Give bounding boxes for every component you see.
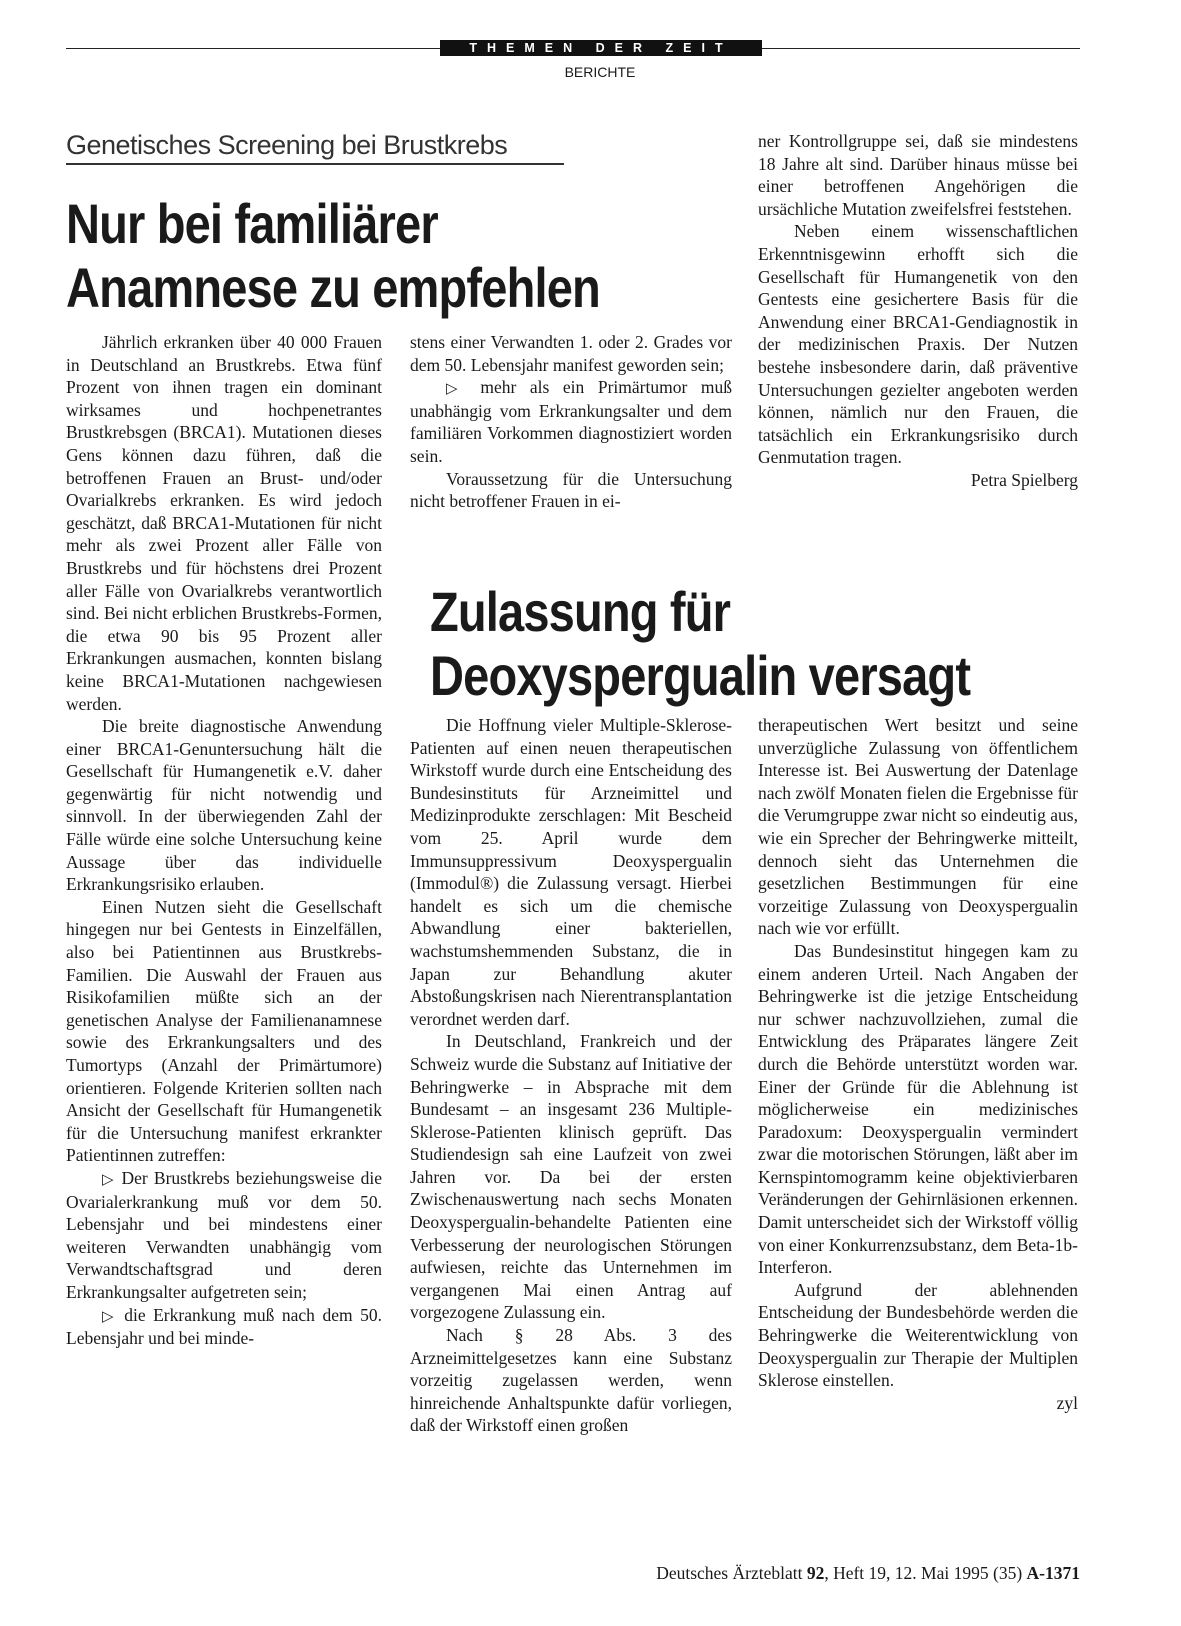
article1-column-3 <box>758 130 1078 492</box>
article1-column-1 <box>66 331 382 1350</box>
header-rule-left <box>66 48 440 49</box>
paragraph: In Deutschland, Frankreich und der Schweiz wurde die Substanz auf Initiative der Behringwerke – in Absprache mit dem Bundesamt – an insgesamt 236 Multiple-Sklerose-Patienten klinisch geprüft. Das Studiendesign sah eine Laufzeit von zwei Jahren vor. Da bei der ersten Zwischenauswertung nach sechs Monaten Deoxyspergualin-behandelte Patienten eine Verbesserung der neurologischen Störungen aufwiesen, reichte das Unternehmen im vergangenen Mai einen Antrag auf vorgezogene Zulassung ein. <box>410 1031 732 1323</box>
paragraph: Voraussetzung für die Untersuchung nicht betroffener Frauen in ei- <box>410 468 732 512</box>
article2-column-2 <box>758 714 1078 1414</box>
author-signature: Petra Spielberg <box>970 469 1078 490</box>
article1-column-2 <box>410 331 732 513</box>
paragraph: therapeutischen Wert besitzt und seine unverzügliche Zulassung von öffentlichem Interesse ist. Bei Auswertung der Datenlage nach zwölf Monaten fielen die Ergebnisse für die Verumgruppe zwar nicht so eindeutig aus, wie ein Sprecher der Behringwerke mitteilt, dennoch sieht das Unternehmen die gesetzlichen Bestimmungen für eine vorzeitige Zulassung von Deoxyspergualin nach wie vor erfüllt. <box>758 715 1078 939</box>
article2-column-1 <box>410 714 732 1437</box>
article1-kicker: Genetisches Screening bei Brustkrebs <box>66 130 508 160</box>
criteria-item: ▷ Der Brustkrebs beziehungsweise die Ovarialerkrankung muß vor dem 50. Lebensjahr und bei mindestens einer weiteren Verwandten unabhängig vom Verwandtschaftsgrad und deren Erkrankungsalter aufgetreten sein; <box>66 1167 382 1302</box>
section-label: THEMEN DER ZEIT <box>440 40 762 56</box>
article1-headline <box>66 192 600 320</box>
article1-headline-line2: Anamnese zu empfehlen <box>66 256 600 319</box>
subsection-label: BERICHTE <box>564 64 636 80</box>
issue-info: , Heft 19, 12. Mai 1995 (35) <box>824 1563 1023 1583</box>
journal-name: Deutsches Ärzteblatt <box>656 1563 803 1583</box>
author-signature: zyl <box>1056 1392 1078 1413</box>
page-number: A-1371 <box>1026 1563 1080 1583</box>
article1-headline-line1: Nur bei familiärer <box>66 192 438 255</box>
triangle-bullet-icon: ▷ <box>102 1169 116 1188</box>
triangle-bullet-icon: ▷ <box>102 1306 117 1325</box>
kicker-underline <box>66 163 564 165</box>
volume-number: 92 <box>806 1563 825 1583</box>
paragraph: Die breite diagnostische Anwendung einer BRCA1-Genuntersuchung hält die Gesellschaft für Humangenetik e.V. daher gegenwärtig für nicht notwendig und sinnvoll. In der überwiegenden Zahl der Fälle würde eine solche Untersuchung keine Aussage über das individuelle Erkrankungsrisiko erlauben. <box>66 716 382 895</box>
paragraph: Jährlich erkranken über 40 000 Frauen in Deutschland an Brustkrebs. Etwa fünf Prozent von ihnen tragen ein dominant wirksames und hochpenetrantes Brustkrebsgen (BRCA1). Mutationen dieses Gens können dazu führen, daß die betroffenen Frauen an Brust- und/oder Ovarialkrebs erkranken. Es wird jedoch geschätzt, daß BRCA1-Mutationen für nicht mehr als zwei Prozent aller Fälle von Brustkrebs und für höchstens drei Prozent aller Fälle von Ovarialkrebs verantwortlich sind. Bei nicht erblichen Brustkrebs-Formen, die etwa 90 bis 95 Prozent aller Erkrankungen ausmachen, konnten bislang keine BRCA1-Mutationen nachgewiesen werden. <box>66 332 382 714</box>
paragraph: Aufgrund der ablehnenden Entscheidung der Bundesbehörde werden die Behringwerke die Weiterentwicklung von Deoxyspergualin zur Therapie der Multiplen Sklerose einstellen. <box>758 1279 1078 1391</box>
paragraph: Neben einem wissenschaftlichen Erkenntnisgewinn erhofft sich die Gesellschaft für Humangenetik von den Gentests eine gesichertere Basis für die Anwendung einer BRCA1-Gendiagnostik in der medizinischen Praxis. Der Nutzen bestehe insbesondere darin, daß präventive Untersuchungen gezielter angeboten werden können, nämlich nur den Frauen, die tatsächlich ein Erkrankungsrisiko durch Genmutation tragen. <box>758 221 1078 468</box>
paragraph: stens einer Verwandten 1. oder 2. Grades vor dem 50. Lebensjahr manifest geworden sein; <box>410 332 732 375</box>
paragraph: Die Hoffnung vieler Multiple-Sklerose-Patienten auf einen neuen therapeutischen Wirkstoff wurde durch eine Entscheidung des Bundesinstituts für Arzneimittel und Medizinprodukte zerschlagen: Mit Bescheid vom 25. April wurde dem Immunsuppressivum Deoxyspergualin (Immodul®) die Zulassung versagt. Hierbei handelt es sich um die chemische Abwandlung einer bakteriellen, wachstumshemmenden Substanz, die in Japan zur Behandlung akuter Abstoßungskrisen nach Nierentransplantation verordnet werden darf. <box>410 715 732 1029</box>
page-footer <box>600 1563 1080 1584</box>
header-rule-right <box>762 48 1080 49</box>
criteria-item: ▷ die Erkrankung muß nach dem 50. Lebensjahr und bei minde- <box>66 1304 382 1349</box>
article2-headline-line2: Deoxyspergualin versagt <box>430 644 971 707</box>
criteria-item: ▷ mehr als ein Primärtumor muß unabhängig vom Erkrankungsalter und dem familiären Vorkommen diagnostiziert worden sein. <box>410 377 732 466</box>
paragraph: ner Kontrollgruppe sei, daß sie mindestens 18 Jahre alt sind. Darüber hinaus müsse bei einer betroffenen Angehörigen die ursächliche Mutation zweifelsfrei feststehen. <box>758 131 1078 219</box>
triangle-bullet-icon: ▷ <box>446 379 467 398</box>
article2-headline-line1: Zulassung für <box>430 580 731 643</box>
paragraph: Das Bundesinstitut hingegen kam zu einem anderen Urteil. Nach Angaben der Behringwerke ist die jetzige Entscheidung nur schwer nachzuvollziehen, zumal die Entwicklung des Präparates längere Zeit durch die Behörde unterstützt worden war. Einer der Gründe für die Ablehnung ist möglicherweise ein medizinisches Paradoxum: Deoxyspergualin vermindert zwar die motorischen Störungen, läßt aber im Kernspintomogramm keine objektivierbaren Veränderungen der Gehirnläsionen erkennen. Damit unterscheidet sich der Wirkstoff völlig von einer Konkurrenzsubstanz, dem Beta-1b-Interferon. <box>758 940 1078 1278</box>
paragraph: Einen Nutzen sieht die Gesellschaft hingegen nur bei Gentests in Einzelfällen, also bei Patientinnen aus Brustkrebs-Familien. Die Auswahl der Frauen aus Risikofamilien müßte sich an der genetischen Analyse der Familienanamnese sowie des Erkrankungsalters und des Tumortyps (Anzahl der Primärtumore) orientieren. Folgende Kriterien sollten nach Ansicht der Gesellschaft für Humangenetik für die Untersuchung manifest erkrankter Patientinnen zutreffen: <box>66 896 382 1166</box>
paragraph: Nach § 28 Abs. 3 des Arzneimittelgesetzes kann eine Substanz vorzeitig zugelassen werden, wenn hinreichende Anhaltspunkte dafür vorliegen, daß der Wirkstoff einen großen <box>410 1325 732 1436</box>
article2-headline <box>430 580 970 708</box>
